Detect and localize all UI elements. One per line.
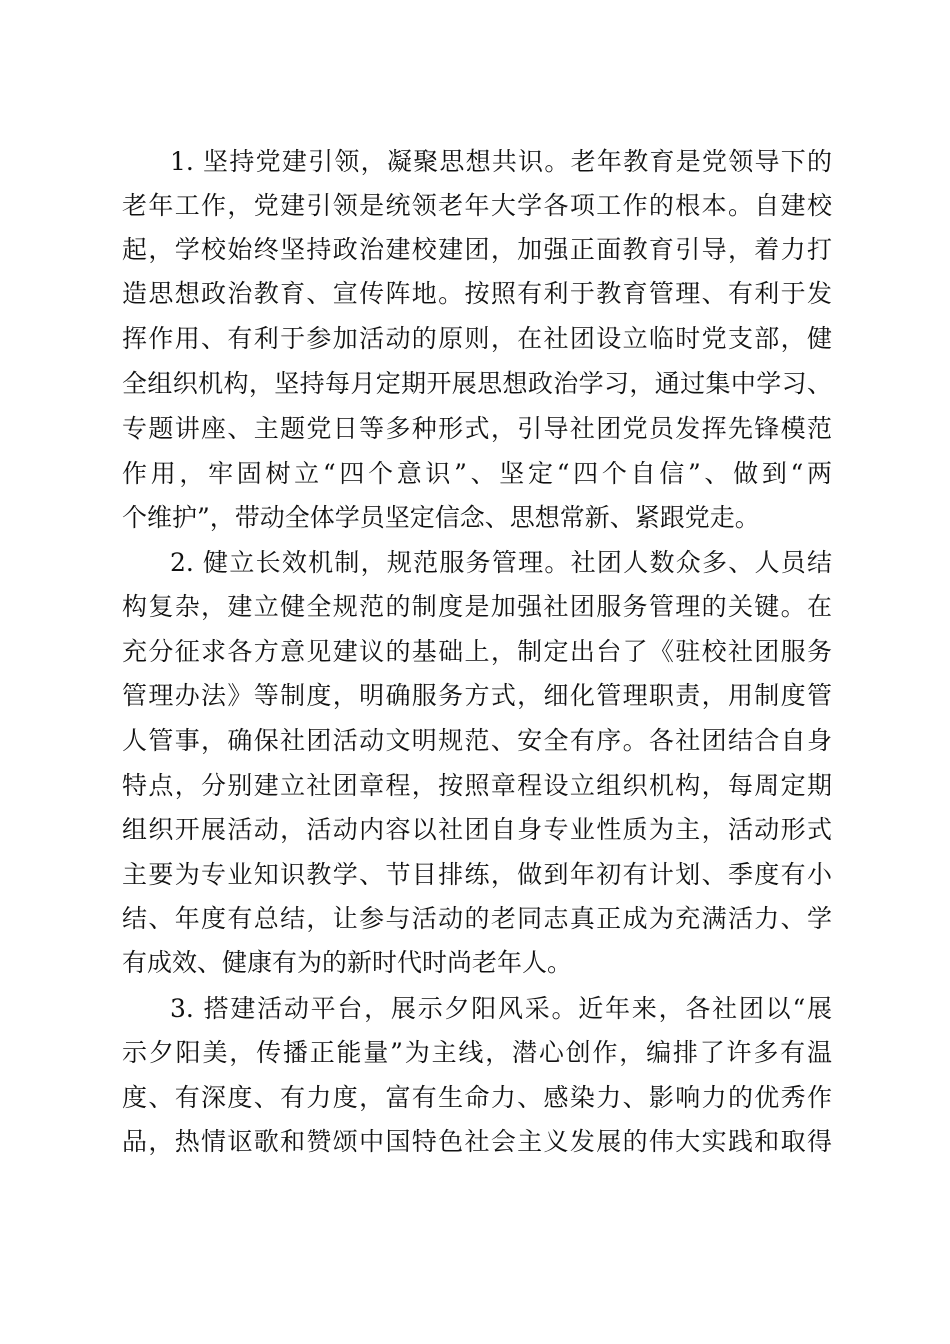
paragraph-2-line-8: 主要为专业知识教学、节目排练，做到年初有计划、季度有小 [122,860,832,889]
paragraph-2-line-2: 构复杂，建立健全规范的制度是加强社团服务管理的关键。在 [122,592,832,621]
paragraph-2-line-9: 结、年度有总结，让参与活动的老同志真正成为充满活力、学 [122,904,832,933]
paragraph-3-line-4: 品，热情讴歌和赞颂中国特色社会主义发展的伟大实践和取得 [122,1127,832,1156]
paragraph-1-line-5: 挥作用、有利于参加活动的原则，在社团设立临时党支部，健 [122,324,832,353]
paragraph-1-line-2: 老年工作，党建引领是统领老年大学各项工作的根本。自建校 [122,191,832,220]
paragraph-3-line-1: 3. 搭建活动平台，展示夕阳风采。近年来，各社团以“展 [170,994,832,1023]
paragraph-1-line-6: 全组织机构，坚持每月定期开展思想政治学习，通过集中学习、 [122,369,832,398]
paragraph-3-line-3: 度、有深度、有力度，富有生命力、感染力、影响力的优秀作 [122,1083,832,1112]
paragraph-2-line-5: 人管事，确保社团活动文明规范、安全有序。各社团结合自身 [122,726,832,755]
paragraph-2-line-4: 管理办法》等制度，明确服务方式，细化管理职责，用制度管 [122,681,832,710]
paragraph-1-line-4: 造思想政治教育、宣传阵地。按照有利于教育管理、有利于发 [122,279,832,308]
paragraph-2-line-3: 充分征求各方意见建议的基础上，制定出台了《驻校社团服务 [122,637,832,666]
paragraph-2-line-1: 2. 健立长效机制，规范服务管理。社团人数众多、人员结 [170,548,832,577]
paragraph-2-line-7: 组织开展活动，活动内容以社团自身专业性质为主，活动形式 [122,815,832,844]
paragraph-3-line-2: 示夕阳美，传播正能量”为主线，潜心创作，编排了许多有温 [122,1038,832,1067]
paragraph-1-line-9: 个维护”，带动全体学员坚定信念、思想常新、紧跟党走。 [122,503,760,532]
paragraph-1-line-7: 专题讲座、主题党日等多种形式，引导社团党员发挥先锋模范 [122,414,832,443]
paragraph-1-line-3: 起，学校始终坚持政治建校建团，加强正面教育引导，着力打 [122,235,832,264]
paragraph-1-line-8: 作用，牢固树立“四个意识”、坚定“四个自信”、做到“两 [122,459,832,488]
paragraph-2-line-10: 有成效、健康有为的新时代时尚老年人。 [122,948,573,977]
paragraph-1-line-1: 1. 坚持党建引领，凝聚思想共识。老年教育是党领导下的 [170,147,832,176]
paragraph-2-line-6: 特点，分别建立社团章程，按照章程设立组织机构，每周定期 [122,771,832,800]
